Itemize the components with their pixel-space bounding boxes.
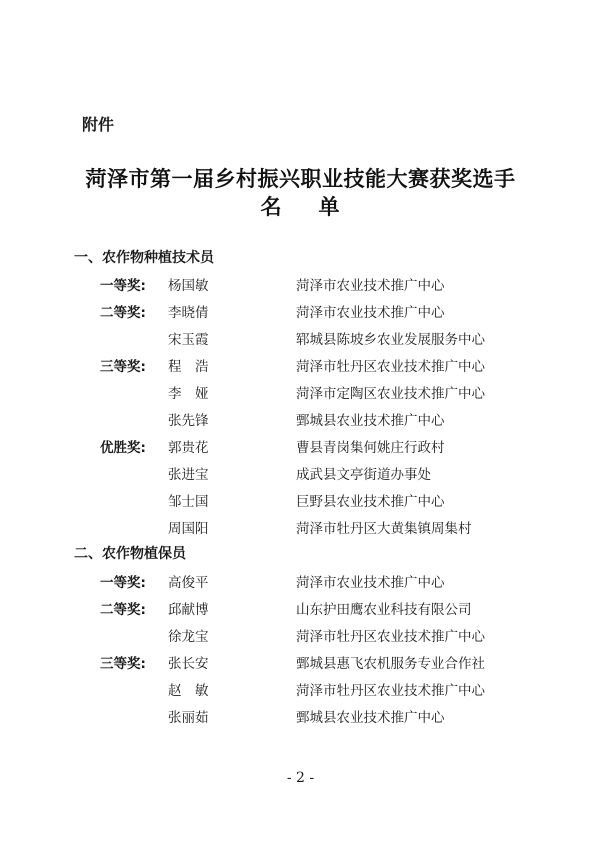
title-char-dan: 单	[318, 195, 341, 219]
award-level: 三等奖:	[100, 359, 146, 375]
section-heading-crop-planting: 一、农作物种植技术员	[74, 250, 214, 266]
winner-organization: 郓城县陈坡乡农业发展服务中心	[296, 332, 485, 348]
winner-organization: 菏泽市牡丹区农业技术推广中心	[296, 359, 485, 375]
list-item	[0, 571, 601, 591]
winner-name: 高俊平	[168, 575, 209, 591]
winner-name: 徐龙宝	[168, 629, 209, 645]
winner-organization: 菏泽市定陶区农业技术推广中心	[296, 386, 485, 402]
list-item	[0, 652, 601, 672]
winner-name: 李 娅	[168, 386, 209, 402]
winner-name: 宋玉霞	[168, 332, 209, 348]
award-level: 优胜奖:	[100, 440, 146, 456]
winner-name: 杨国敏	[168, 278, 209, 294]
list-item	[0, 706, 601, 726]
winner-name: 周国阳	[168, 521, 209, 537]
winner-organization: 菏泽市牡丹区农业技术推广中心	[296, 683, 485, 699]
list-item	[0, 436, 601, 456]
award-level: 二等奖:	[100, 602, 146, 618]
award-level: 二等奖:	[100, 305, 146, 321]
list-item	[0, 679, 601, 699]
list-item	[0, 625, 601, 645]
winner-organization: 鄄城县惠飞农机服务专业合作社	[296, 656, 485, 672]
winner-organization: 鄄城县农业技术推广中心	[296, 413, 445, 429]
winner-name: 张丽茹	[168, 710, 209, 726]
winner-organization: 菏泽市牡丹区农业技术推广中心	[296, 629, 485, 645]
winner-organization: 曹县青岗集何姚庄行政村	[296, 440, 445, 456]
winner-name: 张长安	[168, 656, 209, 672]
list-item	[0, 355, 601, 375]
list-item	[0, 301, 601, 321]
winner-name: 郭贵花	[168, 440, 209, 456]
winner-name: 张先锋	[168, 413, 209, 429]
list-item	[0, 328, 601, 348]
winner-organization: 菏泽市牡丹区大黄集镇周集村	[296, 521, 472, 537]
list-item	[0, 409, 601, 429]
list-item	[0, 382, 601, 402]
award-level: 一等奖:	[100, 278, 146, 294]
winner-name: 张进宝	[168, 467, 209, 483]
attachment-label: 附件	[82, 115, 115, 134]
page-number: - 2 -	[286, 770, 315, 786]
winner-organization: 成武县文亭街道办事处	[296, 467, 431, 483]
award-level: 三等奖:	[100, 656, 146, 672]
title-char-ming: 名	[260, 195, 283, 219]
list-item	[0, 274, 601, 294]
winner-name: 邹士国	[168, 494, 209, 510]
winner-name: 赵 敏	[168, 683, 209, 699]
winner-organization: 鄄城县农业技术推广中心	[296, 710, 445, 726]
winner-name: 程 浩	[168, 359, 209, 375]
document-title: 菏泽市第一届乡村振兴职业技能大赛获奖选手	[85, 167, 516, 191]
winner-organization: 菏泽市农业技术推广中心	[296, 305, 445, 321]
winner-organization: 山东护田鹰农业科技有限公司	[296, 602, 472, 618]
list-item	[0, 598, 601, 618]
list-item	[0, 463, 601, 483]
award-level: 一等奖:	[100, 575, 146, 591]
document-title-line2	[0, 191, 601, 221]
winner-name: 邱献博	[168, 602, 209, 618]
winner-name: 李晓倩	[168, 305, 209, 321]
list-item	[0, 490, 601, 510]
winner-organization: 菏泽市农业技术推广中心	[296, 278, 445, 294]
section-heading-crop-protection: 二、农作物植保员	[74, 546, 186, 562]
list-item	[0, 517, 601, 537]
winner-organization: 巨野县农业技术推广中心	[296, 494, 445, 510]
winner-organization: 菏泽市农业技术推广中心	[296, 575, 445, 591]
